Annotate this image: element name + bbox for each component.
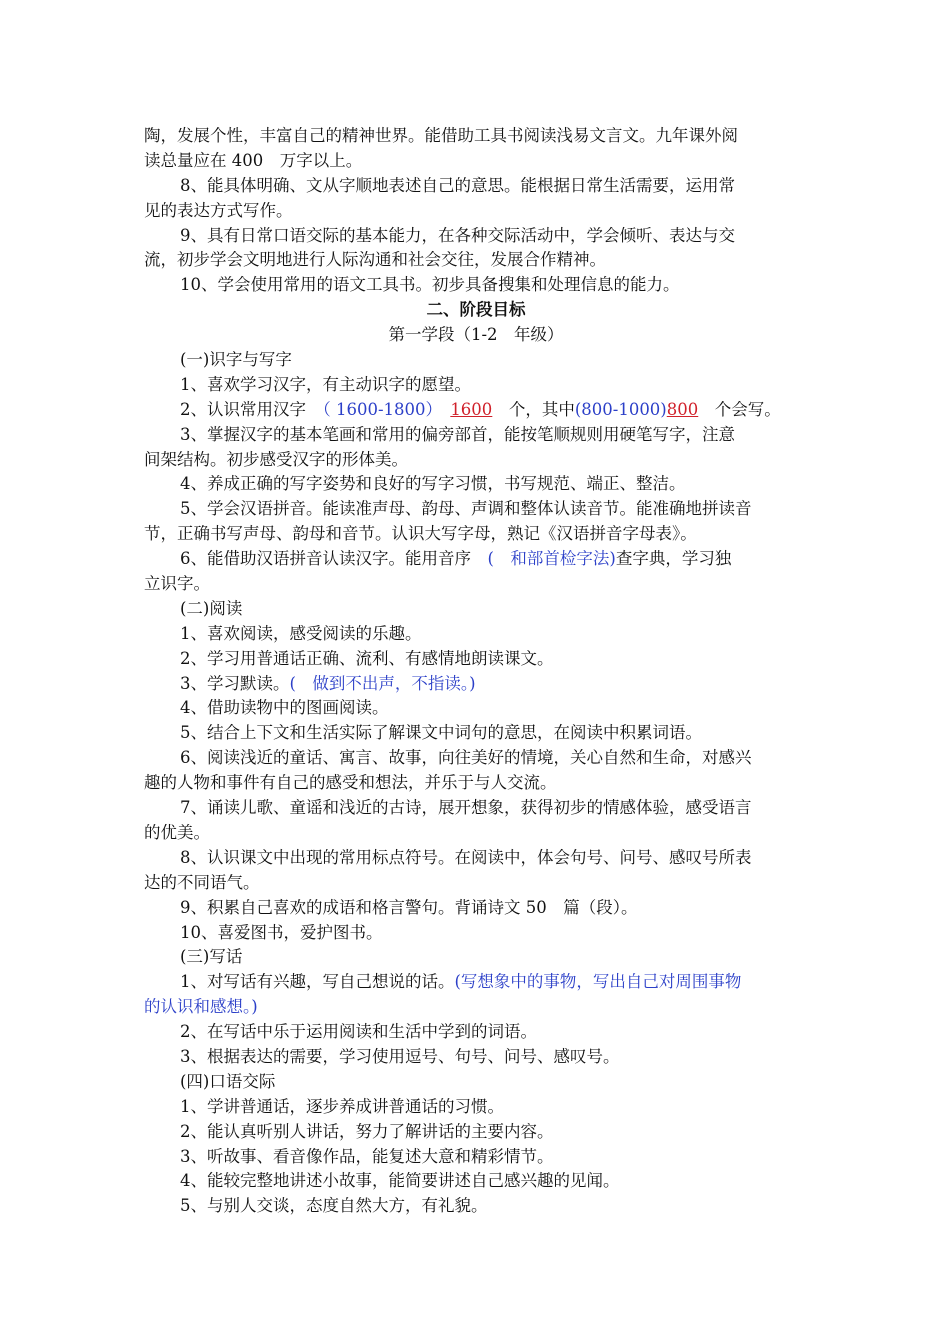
- annotation-blue: ( 做到不出声，不指读。): [289, 673, 476, 693]
- item-text: 个会写。: [698, 399, 781, 419]
- part2-item-5: 5、结合上下文和生活实际了解课文中词句的意思，在阅读中积累词语。: [180, 723, 702, 743]
- paragraph-line: 读总量应在 400 万字以上。: [144, 150, 363, 170]
- part2-item-7-cont: 的优美。: [144, 822, 210, 842]
- part4-item-4: 4、能较完整地讲述小故事，能简要讲述自己感兴趣的见闻。: [180, 1171, 620, 1191]
- part1-item-6: [144, 547, 808, 572]
- goal-8-cont: 见的表达方式写作。: [144, 200, 293, 220]
- annotation-blue: （ 1600-1800）: [322, 399, 434, 419]
- part3-item-2: 2、在写话中乐于运用阅读和生活中学到的词语。: [180, 1022, 537, 1042]
- item-text: 3、学习默读。: [180, 673, 290, 693]
- item-text: 2、认识常用汉字: [180, 399, 323, 419]
- part2-item-2: 2、学习用普通话正确、流利、有感情地朗读课文。: [180, 648, 554, 668]
- document-body: [144, 124, 808, 1219]
- part2-item-9: 9、积累自己喜欢的成语和格言警句。背诵诗文 50 篇（段）。: [180, 897, 638, 917]
- item-text: 6、能借助汉语拼音认读汉字。能用音序: [180, 549, 488, 569]
- section-heading: 二、阶段目标: [426, 300, 526, 320]
- goal-10: 10、学会使用常用的语文工具书。初步具备搜集和处理信息的能力。: [180, 275, 680, 295]
- paragraph-line: 陶，发展个性，丰富自己的精神世界。能借助工具书阅读浅易文言文。九年课外阅: [144, 126, 738, 145]
- part1-title: (一)识字与写字: [180, 350, 292, 370]
- stage-title: 第一学段（1-2 年级）: [388, 325, 564, 345]
- part1-item-5-cont: 节，正确书写声母、韵母和音节。认识大写字母，熟记《汉语拼音字母表》。: [144, 524, 697, 544]
- part1-item-4: 4、养成正确的写字姿势和良好的写字习惯，书写规范、端正、整洁。: [180, 474, 686, 494]
- annotation-blue: (写想象中的事物，写出自己对周围事物: [454, 972, 742, 992]
- part4-item-3: 3、听故事、看音像作品，能复述大意和精彩情节。: [180, 1146, 554, 1166]
- part2-item-6-cont: 趣的人物和事件有自己的感受和想法，并乐于与人交流。: [144, 773, 557, 793]
- goal-9-cont: 流，初步学会文明地进行人际沟通和社会交往，发展合作精神。: [144, 250, 606, 270]
- part1-item-6-cont: 立识字。: [144, 574, 210, 594]
- part2-item-4: 4、借助读物中的图画阅读。: [180, 698, 389, 718]
- annotation-blue: (800-1000): [574, 399, 667, 419]
- part2-item-7: 7、诵读儿歌、童谣和浅近的古诗，展开想象，获得初步的情感体验，感受语言: [180, 798, 752, 818]
- part2-item-3: [144, 672, 808, 697]
- part2-item-10: 10、喜爱图书，爱护图书。: [180, 922, 383, 942]
- item-text: 查字典，学习独: [615, 549, 732, 569]
- part3-title: (三)写话: [180, 947, 243, 967]
- part2-title: (二)阅读: [180, 598, 243, 618]
- part3-item-1-cont: 的认识和感想。): [144, 997, 258, 1017]
- part1-item-1: 1、喜欢学习汉字，有主动识字的愿望。: [180, 374, 471, 394]
- item-text: 1、对写话有兴趣，写自己想说的话。: [180, 972, 455, 992]
- annotation-red: 800: [666, 399, 699, 419]
- goal-8: 8、能具体明确、文从字顺地表述自己的意思。能根据日常生活需要，运用常: [180, 175, 735, 195]
- part2-item-8-cont: 达的不同语气。: [144, 872, 260, 892]
- part2-item-8: 8、认识课文中出现的常用标点符号。在阅读中，体会句号、问号、感叹号所表: [180, 847, 752, 867]
- annotation-blue: ( 和部首检字法): [487, 549, 616, 569]
- part1-item-3-cont: 间架结构。初步感受汉字的形体美。: [144, 449, 408, 469]
- spacer: [434, 400, 451, 419]
- part1-item-3: 3、掌握汉字的基本笔画和常用的偏旁部首，能按笔顺规则用硬笔写字，注意: [180, 424, 735, 444]
- part1-item-2: [144, 398, 808, 423]
- part4-item-1: 1、学讲普通话，逐步养成讲普通话的习惯。: [180, 1096, 504, 1116]
- part3-item-1: [144, 970, 808, 995]
- item-text: 个，其中: [492, 399, 575, 419]
- part4-title: (四)口语交际: [180, 1071, 276, 1091]
- part1-item-5: 5、学会汉语拼音。能读准声母、韵母、声调和整体认读音节。能准确地拼读音: [180, 499, 752, 519]
- part3-item-3: 3、根据表达的需要，学习使用逗号、句号、问号、感叹号。: [180, 1046, 620, 1066]
- part4-item-5: 5、与别人交谈，态度自然大方，有礼貌。: [180, 1196, 488, 1216]
- annotation-red: 1600: [450, 399, 493, 419]
- goal-9: 9、具有日常口语交际的基本能力，在各种交际活动中，学会倾听、表达与交: [180, 225, 735, 245]
- part2-item-6: 6、阅读浅近的童话、寓言、故事，向往美好的情境，关心自然和生命，对感兴: [180, 748, 752, 768]
- part2-item-1: 1、喜欢阅读，感受阅读的乐趣。: [180, 623, 422, 643]
- part4-item-2: 2、能认真听别人讲话，努力了解讲话的主要内容。: [180, 1121, 554, 1141]
